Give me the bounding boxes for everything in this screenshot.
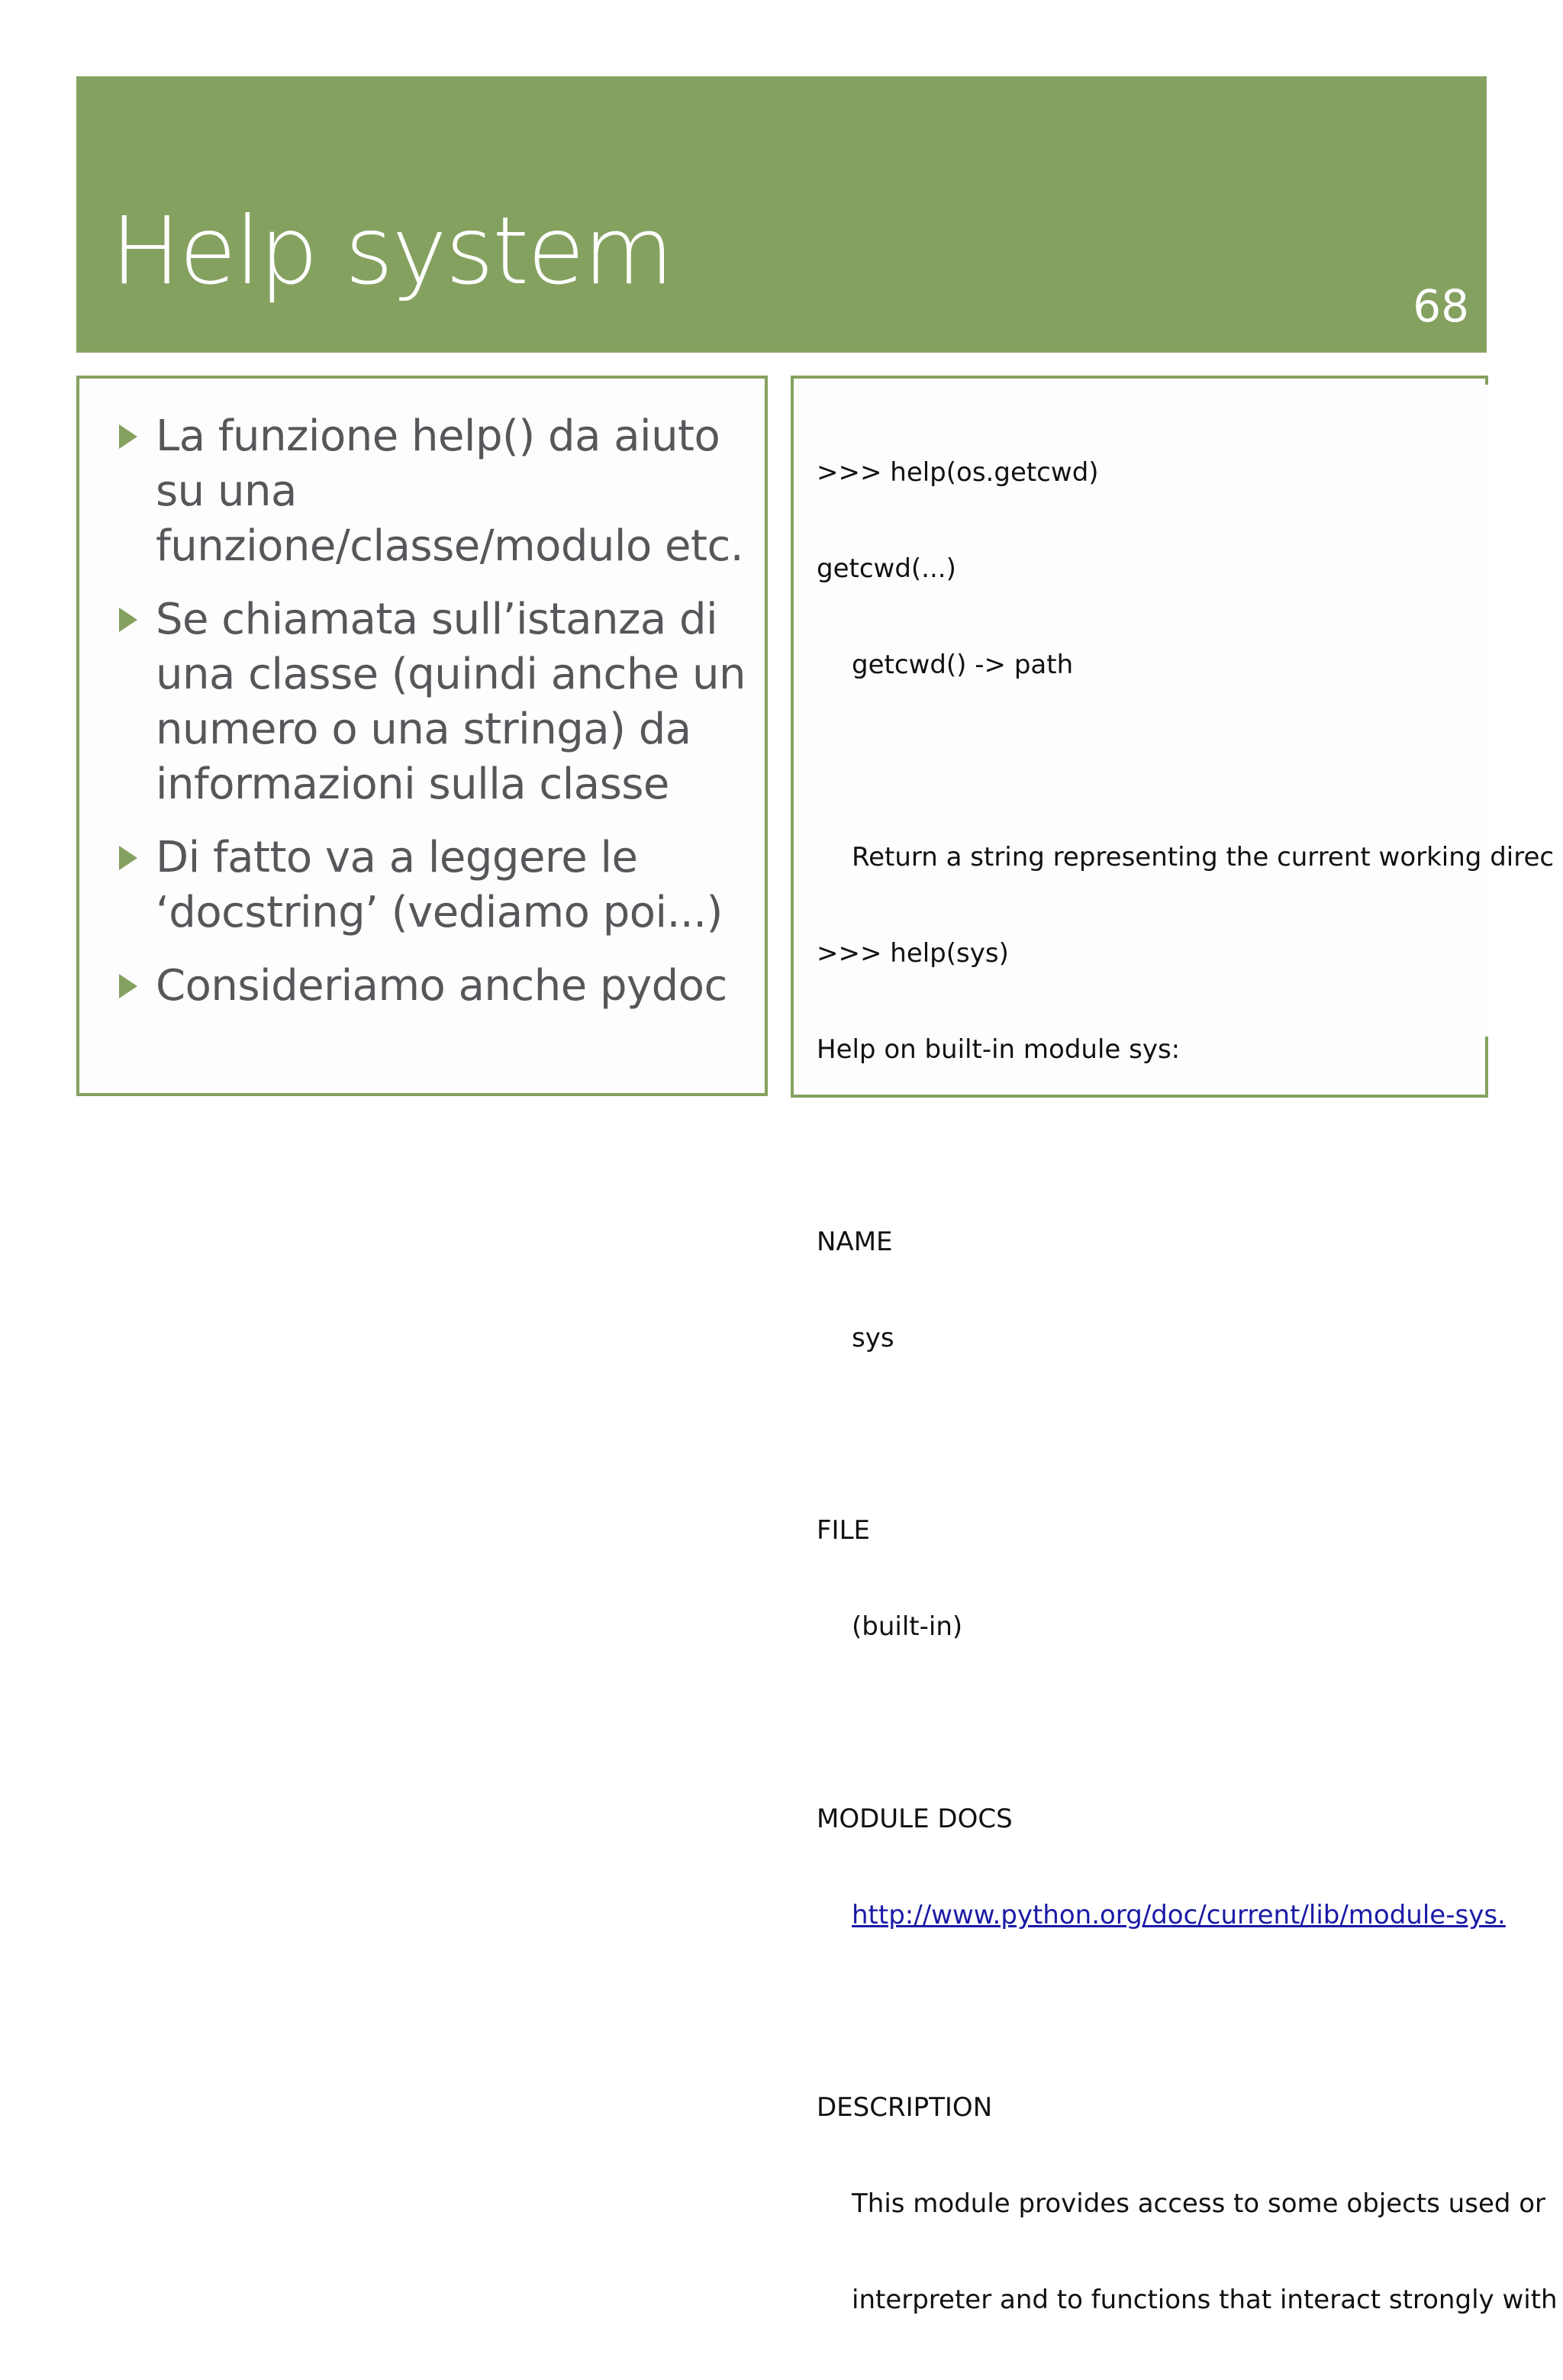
panel-border-fragment [1485,1037,1488,1098]
code-line: This module provides access to some objects used or [852,2188,1546,2219]
triangle-bullet-icon [119,846,137,870]
code-line: NAME [817,1227,893,1257]
bullet-text: Di fatto va a leggere le ‘docstring’ (vediamo poi...) [156,833,723,937]
code-line: sys [852,1323,894,1353]
code-line [817,1418,1558,1450]
panel-border-fragment [1485,376,1488,385]
slide-number: 68 [1413,280,1469,332]
bullet-item [116,830,749,940]
bullet-panel [76,376,768,1096]
bullet-item [116,592,749,812]
code-line [817,1130,1558,1162]
code-panel [791,376,1558,2315]
code-line [817,1995,1558,2027]
slide-title: Help system [111,197,672,305]
code-line [817,1899,1558,1931]
code-line: (built-in) [852,1611,963,1642]
code-line: >>> help(sys) [817,938,1009,969]
bullet-text: La funzione help() da aiuto su una funzione/classe/modulo etc. [156,411,744,571]
code-line [817,745,1558,777]
triangle-bullet-icon [119,974,137,998]
code-line: >>> help(os.getcwd) [817,457,1099,488]
code-line: getcwd() -> path [852,650,1074,680]
code-line: Help on built-in module sys: [817,1034,1181,1065]
bullet-text: Consideriamo anche pydoc [156,961,727,1011]
code-line [817,1707,1558,1739]
bullet-text: Se chiamata sull’istanza di una classe (quindi anche un numero o una stringa) da informazioni sulla classe [156,595,746,809]
code-line: interpreter and to functions that interact strongly with [852,2285,1558,2315]
code-line: MODULE DOCS [817,1804,1013,1834]
bullet-item [116,959,749,1014]
code-line: Return a string representing the current working direc [852,842,1555,872]
code-block [817,392,1558,2380]
code-line: getcwd(...) [817,553,956,584]
triangle-bullet-icon [119,424,137,449]
code-line: FILE [817,1515,871,1546]
code-line: DESCRIPTION [817,2092,993,2123]
bullet-list [116,409,749,1032]
triangle-bullet-icon [119,608,137,632]
python-docs-link[interactable]: http://www.python.org/doc/current/lib/module-sys. [852,1900,1506,1930]
bullet-item [116,409,749,574]
